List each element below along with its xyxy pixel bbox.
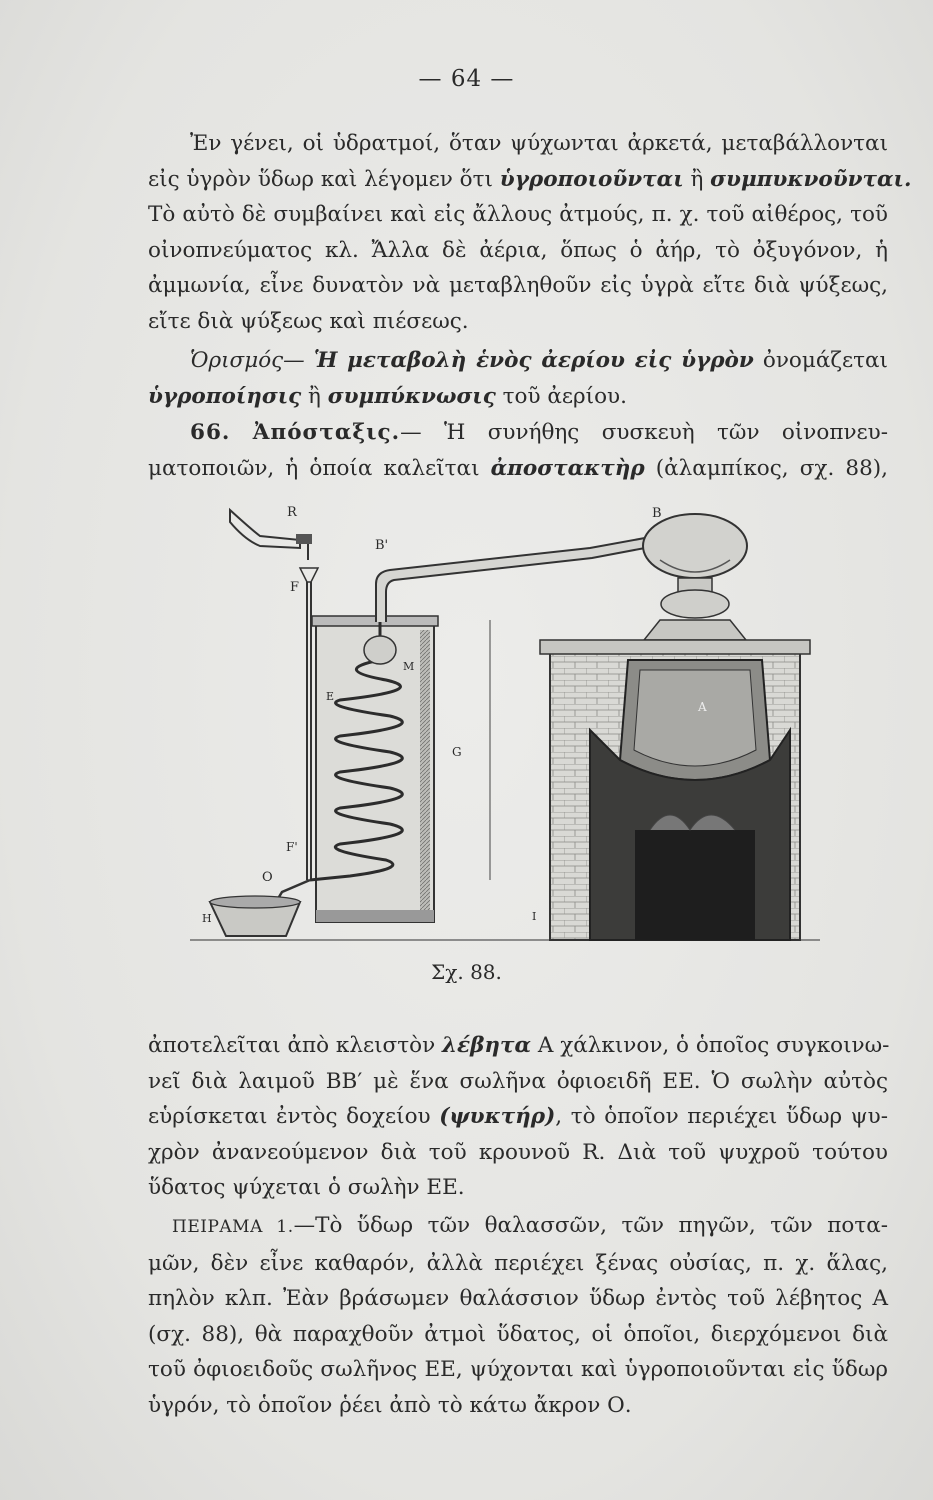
text-line: ἀποτελεῖται ἀπὸ κλειστὸν λέβητα Α χάλκινον, ὁ ὁποῖος συγκοινω- xyxy=(148,1033,890,1058)
section-title: Ἀπόσταξις. xyxy=(252,420,401,445)
text-line: νεῖ διὰ λαιμοῦ ΒΒ′ μὲ ἕνα σωλῆνα ὀφιοειδῆ ΕΕ. Ὁ σωλὴν αὐτὸς xyxy=(148,1068,888,1094)
text-line: ΠΕΙΡΑΜΑ 1.—Τὸ ὕδωρ τῶν θαλασσῶν, τῶν πηγῶν, τῶν ποτα- xyxy=(172,1213,888,1238)
definition-label: Ὁρισμός— xyxy=(190,348,305,373)
section-number: 66. xyxy=(190,420,231,445)
figure-label-g: G xyxy=(452,745,462,759)
section-distillation xyxy=(148,415,888,486)
text-line: εἴτε διὰ ψύξεως καὶ πιέσεως. xyxy=(148,308,469,334)
text-line: εὑρίσκεται ἐντὸς δοχείου (ψυκτήρ), τὸ ὁποῖον περιέχει ὕδωρ ψυ- xyxy=(148,1104,888,1129)
text-line: οἰνοπνεύματος κλ. Ἄλλα δὲ ἀέρια, ὅπως ὁ ἀήρ, τὸ ὀξυγόνον, ἡ xyxy=(148,237,888,263)
text-line: πηλὸν κλπ. Ἐὰν βράσωμεν θαλάσσιον ὕδωρ ἐντὸς τοῦ λέβητος Α xyxy=(148,1286,888,1311)
figure-label-f-prime: F' xyxy=(286,840,298,854)
term-condensed: συμπυκνοῦνται. xyxy=(710,166,912,192)
text-line: εἰς ὑγρὸν ὕδωρ καὶ λέγομεν ὅτι ὑγροποιοῦνται ἢ συμπυκνοῦνται. xyxy=(148,166,912,192)
text-line: ὕδατος ψύχεται ὁ σωλὴν ΕΕ. xyxy=(148,1175,465,1200)
text-line: ἀμμωνία, εἶνε δυνατὸν νὰ μεταβληθοῦν εἰς ὑγρὰ εἴτε διὰ ψύξεως, xyxy=(148,273,888,298)
figure-label-h: H xyxy=(202,912,212,925)
text-line: ὑγροποίησις ἢ συμπύκνωσις τοῦ ἀερίου. xyxy=(148,383,627,409)
text-line: 66. Ἀπόσταξις.— Ἡ συνήθης συσκευὴ τῶν οἰνοπνευ- xyxy=(190,420,888,445)
text-line: μῶν, δὲν εἶνε καθαρόν, ἀλλὰ περιέχει ξένας οὐσίας, π. χ. ἅλας, xyxy=(148,1250,888,1276)
term-still: ἀποστακτὴρ xyxy=(490,455,645,481)
text-line: Τὸ αὐτὸ δὲ συμβαίνει καὶ εἰς ἄλλους ἀτμούς, π. χ. τοῦ αἰθέρος, τοῦ xyxy=(148,202,888,227)
text-line: χρὸν ἀνανεούμενον διὰ τοῦ κρουνοῦ R. Διὰ τοῦ ψυχροῦ τούτου xyxy=(148,1139,888,1165)
definition-block xyxy=(148,343,888,414)
term-liquefied: ὑγροποιοῦνται xyxy=(499,166,684,192)
figure-label-b: B xyxy=(652,506,662,521)
paragraph-still-description xyxy=(148,1028,888,1206)
text-line: (σχ. 88), θὰ παραχθοῦν ἀτμοὶ ὕδατος, οἱ ὁποῖοι, διερχόμενοι διὰ xyxy=(148,1321,888,1347)
figure-still-apparatus xyxy=(190,500,830,950)
page-number: — 64 — xyxy=(418,66,515,92)
experiment-block xyxy=(148,1208,888,1423)
text-line: Ἐν γένει, οἱ ὑδρατμοί, ὅταν ψύχωνται ἀρκετά, μεταβάλλονται xyxy=(190,131,888,156)
text-line: ὑγρόν, τὸ ὁποῖον ῥέει ἀπὸ τὸ κάτω ἄκρον Ο. xyxy=(148,1392,632,1418)
figure-label-e: E xyxy=(326,690,335,703)
figure-label-a: A xyxy=(698,700,707,714)
figure-label-m: M xyxy=(403,660,415,673)
figure-label-i: I xyxy=(532,910,537,923)
paragraph-condensation xyxy=(148,126,912,339)
still-illustration xyxy=(190,500,830,950)
text-line: ματοποιῶν, ἡ ὁποία καλεῖται ἀποστακτὴρ (ἀλαμπίκος, σχ. 88), xyxy=(148,455,888,481)
experiment-label: ΠΕΙΡΑΜΑ 1. xyxy=(172,1217,294,1237)
figure-label-o: O xyxy=(262,870,273,885)
text-line: τοῦ ὀφιοειδοῦς σωλῆνος ΕΕ, ψύχονται καὶ ὑγροποιοῦνται εἰς ὕδωρ xyxy=(148,1357,888,1382)
term-boiler: λέβητα xyxy=(441,1033,532,1058)
figure-label-f: F xyxy=(290,580,300,595)
text-line: Ὁρισμός— Ἡ μεταβολὴ ἑνὸς ἀερίου εἰς ὑγρὸν ὀνομάζεται xyxy=(190,348,888,373)
term-cooler: (ψυκτήρ) xyxy=(439,1104,556,1129)
figure-label-b-prime: B' xyxy=(375,538,389,553)
figure-label-r: R xyxy=(287,505,297,520)
figure-caption: Σχ. 88. xyxy=(431,960,502,984)
